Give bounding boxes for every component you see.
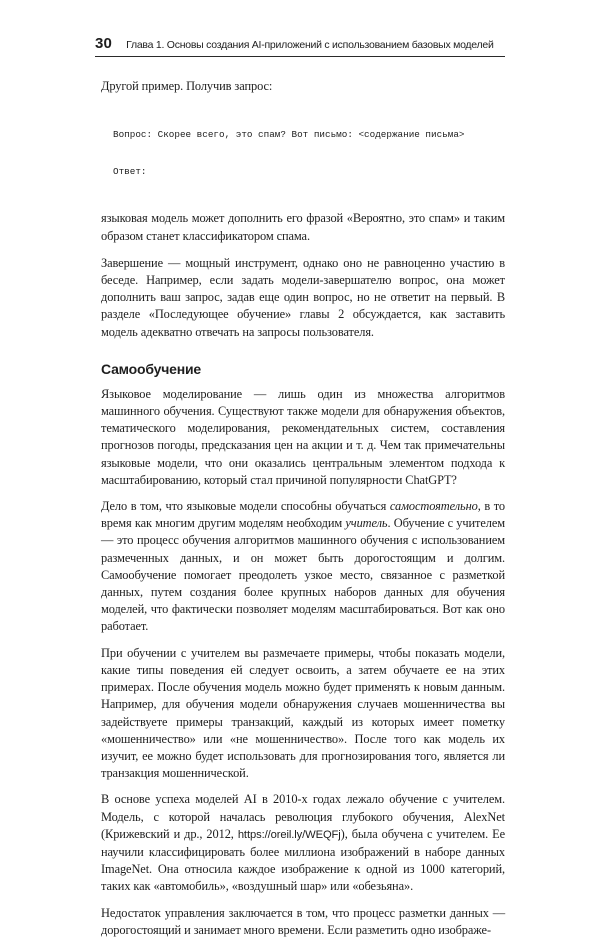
running-header <box>95 33 505 57</box>
intro-continuation: языковая модель может дополнить его фразой «Вероятно, это спам» и таким образом станет классификатором спама. <box>101 211 505 243</box>
section-heading: Самообучение <box>101 360 201 377</box>
p2-text-c: . Обучение с учителем — это процесс обучения алгоритмов машинного обучения с использованием размеченных данных, и он может быть дорогостоящим и долгим. Самообучение помогает преодолеть узкое место, связанное с разметкой данных, путем создания более крупных наборов данных для обучения моделей, что фактически позволяет моделям масштабироваться. Вот как оно работает. <box>101 516 505 634</box>
code-line-answer: Ответ: <box>113 166 147 178</box>
intro-lead: Другой пример. Получив запрос: <box>101 79 273 93</box>
page-body <box>101 78 505 939</box>
paragraph-self-supervision <box>101 498 505 636</box>
alexnet-link[interactable]: https://oreil.ly/WEQFj <box>237 828 341 841</box>
term-self: самостоятельно <box>389 499 478 514</box>
p2-text-b: , в то время как многим другим моделям необходим <box>101 499 505 531</box>
p2-text-a: Дело в том, что языковые модели способны обучаться <box>101 499 390 514</box>
page-number: 30 <box>95 35 113 52</box>
paragraph-drawback: Недостаток управления заключается в том, что процесс разметки данных — дорогостоящий и занимает много времени. Если разметить одно изображе- <box>101 905 505 937</box>
chapter-title: Глава 1. Основы создания AI-приложений с использованием базовых моделей <box>126 39 494 51</box>
code-line-question: Вопрос: Скорее всего, это спам? Вот письмо: <содержание письма> <box>113 129 465 141</box>
paragraph-supervised-learning: При обучении с учителем вы размечаете примеры, чтобы показать модели, какие типы поведения ей следует освоить, а затем обучаете ее на этих примерах. После обучения модель можно будет применять к новым данным. Например, для обучения модели обнаружения случаев мошенничества вы задействуете примеры транзакций, каждый из которых имеет пометку «мошенничество» или «не мошенничество». После того как модель их изучит, ее можно будет использовать для прогнозирования того, является ли транзакция мошеннической. <box>101 645 505 781</box>
paragraph-alexnet <box>101 791 505 895</box>
p4-text-a: В основе успеха моделей AI в 2010-х годах лежало обучение с учителем. Модель, с которой началась революция глубокого обучения, AlexNet (Крижевский и др., 2012, <box>101 792 505 841</box>
completion-paragraph: Завершение — мощный инструмент, однако оно не равноценно участию в беседе. Например, если задать модели-завершателю вопрос, она может дополнить ваш запрос, задав еще один вопрос, но не ответит на первый. В разделе «Последующее обучение» главы 2 обсуждается, как заставить модель адекватно отвечать на запросы пользователя. <box>101 255 505 339</box>
paragraph-language-modeling: Языковое моделирование — лишь один из множества алгоритмов машинного обучения. Существуют также модели для обнаружения объектов, тематического моделирования, рекомендательных систем, составления прогнозов погоды, предсказания цен на акции и т. д. Чем так примечательны языковые модели, что они оказались центральным элементом подхода к масштабированию, который стал причиной популярности ChatGPT? <box>101 386 505 487</box>
term-teacher: учитель <box>345 516 388 531</box>
code-example <box>113 104 505 203</box>
p4-text-b: ), была обучена с учителем. Ее научили классифицировать более миллиона изображений в наборе данных ImageNet. Она относила каждое изображение к одной из 1000 категорий, таких как «автомобиль», «воздушный шар» или «обезьяна». <box>101 826 505 894</box>
